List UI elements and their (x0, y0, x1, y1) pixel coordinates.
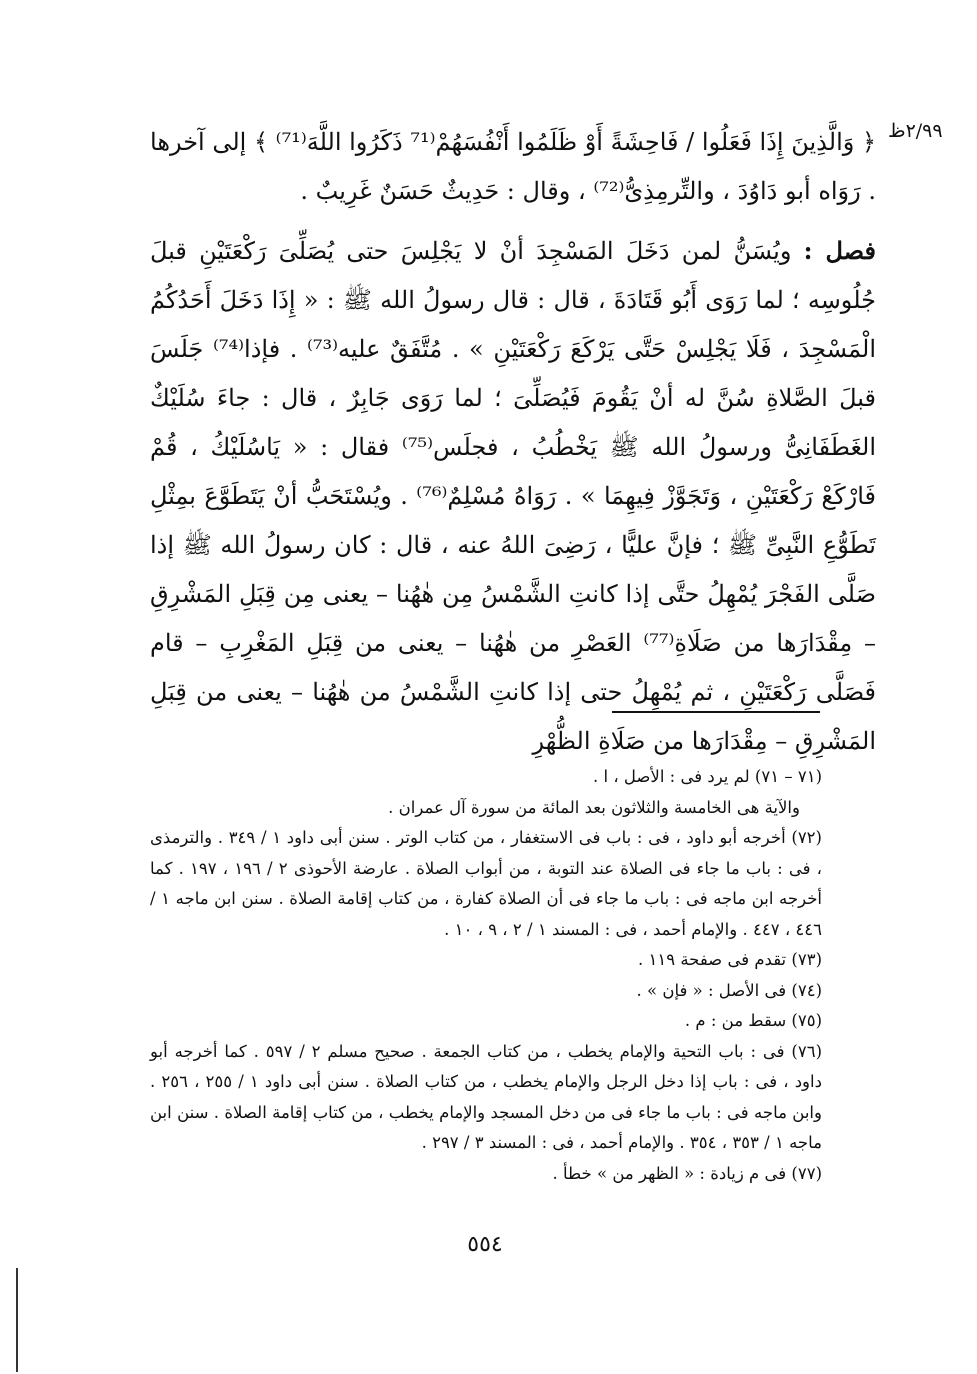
footnote-73: (٧٣) تقدم فى صفحة ١١٩ . (638, 950, 822, 969)
fasl-paragraph (150, 226, 876, 766)
footnote-71: (٧١ – ٧١) لم يرد فى : الأصل ، ا . (593, 767, 822, 786)
footnote-76: (٧٦) فى : باب التحية والإمام يخطب ، من كتاب الجمعة . صحيح مسلم ٢ / ٥٩٧ . كما أخرجه أبو داود ، فى : باب إذا دخل الرجل والإمام يخطب ، من كتاب الصلاة . سنن أبى داود ١ / ٢٥٥ ، ٢٥٦ . وابن ماجه فى : باب ما جاء فى من دخل المسجد والإمام يخطب ، من كتاب إقامة الصلاة . سنن ابن ماجه ١ / ٣٥٣ ، ٣٥٤ . والإمام أحمد ، فى : المسند ٣ / ٢٩٧ . (150, 1041, 822, 1152)
page-number: ٥٥٤ (467, 1232, 503, 1257)
footnote-71-continuation: والآية هى الخامسة والثلاثون بعد المائة من سورة آل عمران . (388, 797, 800, 817)
verse-paragraph: ﴿ وَالَّذِينَ إِذَا فَعَلُوا / فَاحِشَةً أَوْ ظَلَمُوا أَنْفُسَهُمْ⁽⁷¹ ذَكَرُوا اللَّهَ⁽⁷¹⁾ ﴾ إلى آخرها . رَوَاه أبو دَاوُدَ ، والتِّرمِذِىُّ⁽⁷²⁾ ، وقال : حَدِيثٌ حَسَنٌ غَرِيبٌ . (150, 128, 877, 205)
scan-edge-line (16, 1268, 18, 1372)
footnote-separator (612, 711, 820, 713)
footnote-74: (٧٤) فى الأصل : « فإن » . (636, 980, 822, 1000)
footnote-77: (٧٧) فى م زيادة : « الظهر من » خطأ . (552, 1163, 822, 1183)
main-text (150, 118, 876, 766)
fasl-body: ويُسَنُّ لمن دَخَلَ المَسْجِدَ أنْ لا يَجْلِسَ حتى يُصَلِّىَ رَكْعَتَيْنِ قبلَ جُلُوسِه ؛ لما رَوَى أَبُو قَتَادَةَ ، قال : قال رسولُ الله ﷺ : « إِذَا دَخَلَ أَحَدُكُمُ الْمَسْجِدَ ، فَلَا يَجْلِسْ حَتَّى يَرْكَعَ رَكْعَتَيْنِ » . مُتَّفَقٌ عليه⁽⁷³⁾ . فإذا⁽⁷⁴⁾ جَلَسَ قبلَ الصَّلاةِ سُنَّ له أنْ يَقُومَ فَيُصَلِّىَ ؛ لما رَوَى جَابِرٌ ، قال : جاءَ سُلَيْكٌ الغَطَفَانِىُّ ورسولُ الله ﷺ يَخْطُبُ ، فجلَس⁽⁷⁵⁾ فقال : « يَاسُلَيْكُ ، قُمْ فَارْكَعْ رَكْعَتَيْنِ ، وَتَجَوَّزْ فِيهِمَا » . رَوَاهُ مُسْلِمٌ⁽⁷⁶⁾ . ويُسْتَحَبُّ أنْ يَتَطَوَّعَ بمِثْلِ تَطَوُّعِ النَّبِىِّ ﷺ ؛ فإنَّ عليًّا ، رَضِىَ اللهُ عنه ، قال : كان رسولُ الله ﷺ إذا صَلَّى الفَجْرَ يُمْهِلُ حتَّى إذا كانتِ الشَّمْسُ مِن هٰهُنا – يعنى مِن قِبَلِ المَشْرِقِ – مِقْدَارَها من صَلَاةِ⁽⁷⁷⁾ العَصْرِ من هٰهُنا – يعنى من قِبَلِ المَغْرِبِ – قام فَصَلَّى رَكْعَتَيْنِ ، ثم يُمْهِلُ حتى إذا كانتِ الشَّمْسُ من هٰهُنا – يعنى من قِبَلِ المَشْرِقِ – مِقْدَارَها من صَلَاةِ الظُّهْرِ (150, 237, 877, 755)
manuscript-folio-reference: ٢/٩٩ظ (888, 120, 943, 142)
footnotes (150, 762, 822, 1189)
footnote-72: (٧٢) أخرجه أبو داود ، فى : باب فى الاستغفار ، من كتاب الوتر . سنن أبى داود ١ / ٣٤٩ . والترمذى ، فى : باب ما جاء فى الصلاة عند التوبة ، من أبواب الصلاة . عارضة الأحوذى ٢ / ١٩٦ ، ١٩٧ . كما أخرجه ابن ماجه فى : باب ما جاء فى أن الصلاة كفارة ، من كتاب إقامة الصلاة . سنن ابن ماجه ١ / ٤٤٦ ، ٤٤٧ . والإمام أحمد ، فى : المسند ١ / ٢ ، ٩ ، ١٠ . (150, 828, 823, 939)
fasl-heading: فصل : (803, 236, 876, 265)
footnote-75: (٧٥) سقط من : م . (684, 1011, 822, 1030)
